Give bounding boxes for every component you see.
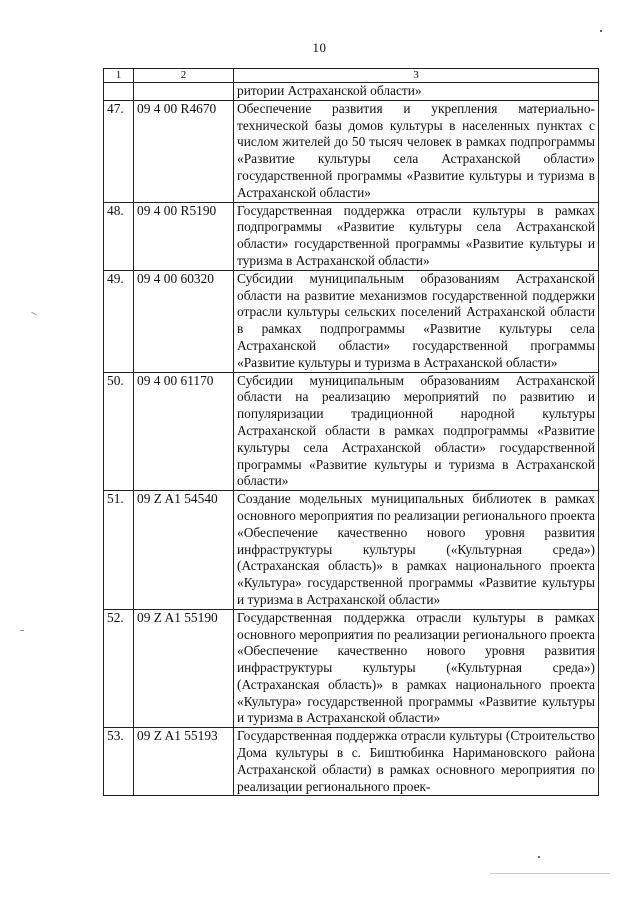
row-description: Государственная поддержка отрасли культуры в рамках основного мероприятия по реализации регионального проекта «Обеспечение качественно нового уровня развития инфраструктуры культуры («Культурная среда») (Астраханская область)» в рамках национального проекта «Культура» государственной программы «Развитие культуры и туризма в Астраханской области» xyxy=(234,609,599,728)
table-row xyxy=(104,83,599,101)
scan-speck xyxy=(538,856,540,858)
row-code: 09 4 00 R4670 xyxy=(134,100,234,202)
row-number: 53. xyxy=(104,728,134,796)
header-col-2: 2 xyxy=(134,69,234,83)
scan-speck xyxy=(20,630,24,631)
row-description: ритории Астраханской области» xyxy=(234,83,599,101)
budget-classification-table xyxy=(103,68,599,796)
table-row xyxy=(104,609,599,728)
row-number: 48. xyxy=(104,202,134,270)
row-code: 09 Z A1 54540 xyxy=(134,491,234,610)
row-number xyxy=(104,83,134,101)
table-header-row xyxy=(104,69,599,83)
row-description: Обеспечение развития и укрепления материально-технической базы домов культуры в населенных пунктах с числом жителей до 50 тысяч человек в рамках подпрограммы «Развитие культуры села Астраханской области» государственной программы «Развитие культуры и туризма в Астраханской области» xyxy=(234,100,599,202)
row-code: 09 4 00 61170 xyxy=(134,372,234,491)
header-col-1: 1 xyxy=(104,69,134,83)
row-code: 09 4 00 60320 xyxy=(134,270,234,372)
row-description: Государственная поддержка отрасли культуры в рамках подпрограммы «Развитие культуры села Астраханской области» государственной программы «Развитие культуры и туризма в Астраханской области» xyxy=(234,202,599,270)
row-code: 09 Z A1 55190 xyxy=(134,609,234,728)
row-number: 51. xyxy=(104,491,134,610)
row-code: 09 Z A1 55193 xyxy=(134,728,234,796)
row-number: 50. xyxy=(104,372,134,491)
row-number: 49. xyxy=(104,270,134,372)
table-row xyxy=(104,491,599,610)
table-row xyxy=(104,270,599,372)
row-description: Субсидии муниципальным образованиям Астраханской области на реализацию мероприятий по развитию и популяризации традиционной народной культуры Астраханской области в рамках подпрограммы «Развитие культуры села Астраханской области» государственной программы «Развитие культуры и туризма в Астраханской области» xyxy=(234,372,599,491)
row-number: 52. xyxy=(104,609,134,728)
row-description: Создание модельных муниципальных библиотек в рамках основного мероприятия по реализации регионального проекта «Обеспечение качественно нового уровня развития инфраструктуры культуры («Культурная среда») (Астраханская область)» в рамках национального проекта «Культура» государственной программы «Развитие культуры и туризма в Астраханской области» xyxy=(234,491,599,610)
table-row xyxy=(104,100,599,202)
scan-speck xyxy=(600,30,602,32)
page-number: 10 xyxy=(312,40,327,55)
row-description: Государственная поддержка отрасли культуры (Строительство Дома культуры в с. Биштюбинка Наримановского района Астраханской области) в рамках основного мероприятия по реализации регионального проек- xyxy=(234,728,599,796)
row-description: Субсидии муниципальным образованиям Астраханской области на развитие механизмов государственной поддержки отрасли культуры сельских поселений Астраханской области в рамках подпрограммы «Развитие культуры села Астраханской области» государственной программы «Развитие культуры и туризма в Астраханской области» xyxy=(234,270,599,372)
scan-speck xyxy=(31,312,37,316)
row-code: 09 4 00 R5190 xyxy=(134,202,234,270)
scan-edge-line xyxy=(490,873,610,874)
row-code xyxy=(134,83,234,101)
table-row xyxy=(104,202,599,270)
header-col-3: 3 xyxy=(234,69,599,83)
table-row xyxy=(104,728,599,796)
row-number: 47. xyxy=(104,100,134,202)
table-row xyxy=(104,372,599,491)
